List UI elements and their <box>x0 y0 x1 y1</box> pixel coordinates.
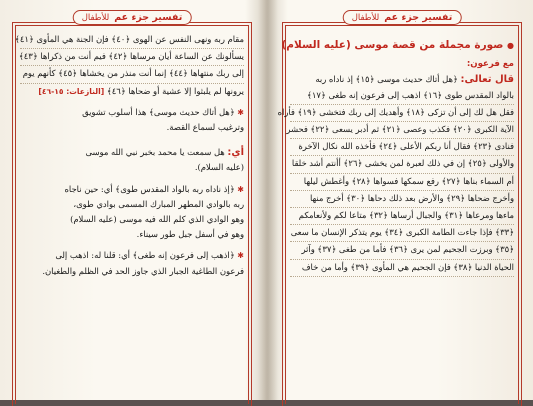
verse-line: ماءها ومرعاها ﴿٣١﴾ والجبال أرساها ﴿٣٢﴾ متاعا لكم ولأنعامكم <box>290 208 514 225</box>
verse-line: أم السماء بناها ﴿٢٧﴾ رفع سمكها فسواها ﴿٢٨﴾ وأغطش ليلها <box>290 174 514 191</box>
subheading: مع فرعون: <box>466 59 514 70</box>
verse-line: يسألونك عن الساعة أيان مرساها ﴿٤٢﴾ فيم أنت من ذكراها ﴿٤٣﴾ <box>20 49 244 66</box>
para2-line-1: هل سمعت يا محمد بخبر نبي الله موسى <box>85 147 225 158</box>
left-page-header <box>73 10 192 25</box>
left-header-subtitle: للأطفال <box>81 12 110 23</box>
star-icon: ✱ <box>237 251 244 261</box>
para3-line-1: ﴿إذ ناداه ربه بالواد المقدس طوى﴾ أي: حين ناجاه <box>64 183 235 194</box>
para1-line-1: ﴿هل أتاك حديث موسى﴾ هذا أسلوب تشويق <box>82 106 235 117</box>
right-header-subtitle: للأطفال <box>351 12 380 23</box>
verse-line-text: ﴿هل أتاك حديث موسى ﴿١٥﴾ إذ ناداه ربه <box>315 74 458 85</box>
verse-line: الحياة الدنيا ﴿٣٨﴾ فإن الجحيم هي المأوى ﴿٣٩﴾ وأما من خاف <box>290 260 514 277</box>
qala-label: قال تعالى: <box>460 74 514 86</box>
paragraph-line <box>20 182 244 197</box>
verse-line: بالواد المقدس طوى ﴿١٦﴾ اذهب إلى فرعون إنه طغى ﴿١٧﴾ <box>290 88 514 105</box>
section-title-suffix: (عليه السلام) <box>281 39 351 51</box>
para4-line-1: ﴿اذهب إلى فرعون إنه طغى﴾ أي: قلنا له: اذهب إلى <box>55 250 235 261</box>
para2-line-2: (عليه السلام). <box>194 162 244 173</box>
verse-line: فقل هل لك إلى أن تزكى ﴿١٨﴾ وأهديك إلى ربك فتخشى ﴿١٩﴾ فأراه <box>290 105 514 122</box>
para3-line-3: وهو الوادي الذي كلم الله فيه موسى (عليه السلام) <box>70 214 244 225</box>
paragraph-line <box>20 248 244 263</box>
verse-line: والأولى ﴿٢٥﴾ إن في ذلك لعبرة لمن يخشى ﴿٢٦﴾ أأنتم أشد خلقا <box>290 156 514 173</box>
verse-line: ﴿٣٥﴾ وبرزت الجحيم لمن يرى ﴿٣٦﴾ فأما من طغى ﴿٣٧﴾ وآثر <box>290 242 514 259</box>
verse-line: الآية الكبرى ﴿٢٠﴾ فكذب وعصى ﴿٢١﴾ ثم أدبر يسعى ﴿٢٢﴾ فحشر <box>290 122 514 139</box>
verse-line <box>290 72 514 87</box>
para3-line-4: وهو في أسفل جبل طور سيناء. <box>136 229 244 240</box>
verse-line: ﴿٣٣﴾ فإذا جاءت الطامة الكبرى ﴿٣٤﴾ يوم يتذكر الإنسان ما سعى <box>290 225 514 242</box>
paragraph-line <box>20 105 244 120</box>
left-page <box>4 6 260 400</box>
ai-label: أي: <box>227 147 244 159</box>
verse-line: يرونها لم يلبثوا إلا عشية أو ضحاها ﴿٤٦﴾ <box>106 85 244 96</box>
right-page-content <box>277 32 514 400</box>
bullet-icon: ● <box>507 41 514 50</box>
verse-line: مقام ربه ونهى النفس عن الهوى ﴿٤٠﴾ فإن الجنة هي المأوى ﴿٤١﴾ <box>20 32 244 49</box>
para3-line-2: ربه بالوادي المطهر المبارك المسمى بوادي طوى، <box>73 198 244 209</box>
verse-line: فنادى ﴿٢٣﴾ فقال أنا ربكم الأعلى ﴿٢٤﴾ فأخذه الله نكال الآخرة <box>290 139 514 156</box>
star-icon: ✱ <box>237 107 244 117</box>
left-page-content <box>14 32 244 400</box>
star-icon: ✱ <box>237 184 244 194</box>
para4-line-2: فرعون الطاغية الجبار الذي جاوز الحد في الظلم والطغيان. <box>42 265 244 276</box>
section-title-text: صورة مجملة من قصة موسى <box>354 39 504 51</box>
right-page-header <box>343 10 462 25</box>
left-header-title: تفسير جزء عم <box>114 12 183 23</box>
paragraph-line <box>20 145 244 160</box>
section-title <box>281 38 514 53</box>
verse-line: إلى ربك منتهاها ﴿٤٤﴾ إنما أنت منذر من يخشاها ﴿٤٥﴾ كأنهم يوم <box>20 66 244 83</box>
surah-reference: [النازعات: ١٥-٤٦] <box>38 86 105 96</box>
verse-line: وأخرج ضحاها ﴿٢٩﴾ والأرض بعد ذلك دحاها ﴿٣٠﴾ أخرج منها <box>290 191 514 208</box>
right-header-title: تفسير جزء عم <box>384 12 453 23</box>
right-page <box>274 6 530 400</box>
para1-line-2: وترغيب لسماع القصة. <box>166 122 244 133</box>
verse-line-last <box>20 84 244 99</box>
